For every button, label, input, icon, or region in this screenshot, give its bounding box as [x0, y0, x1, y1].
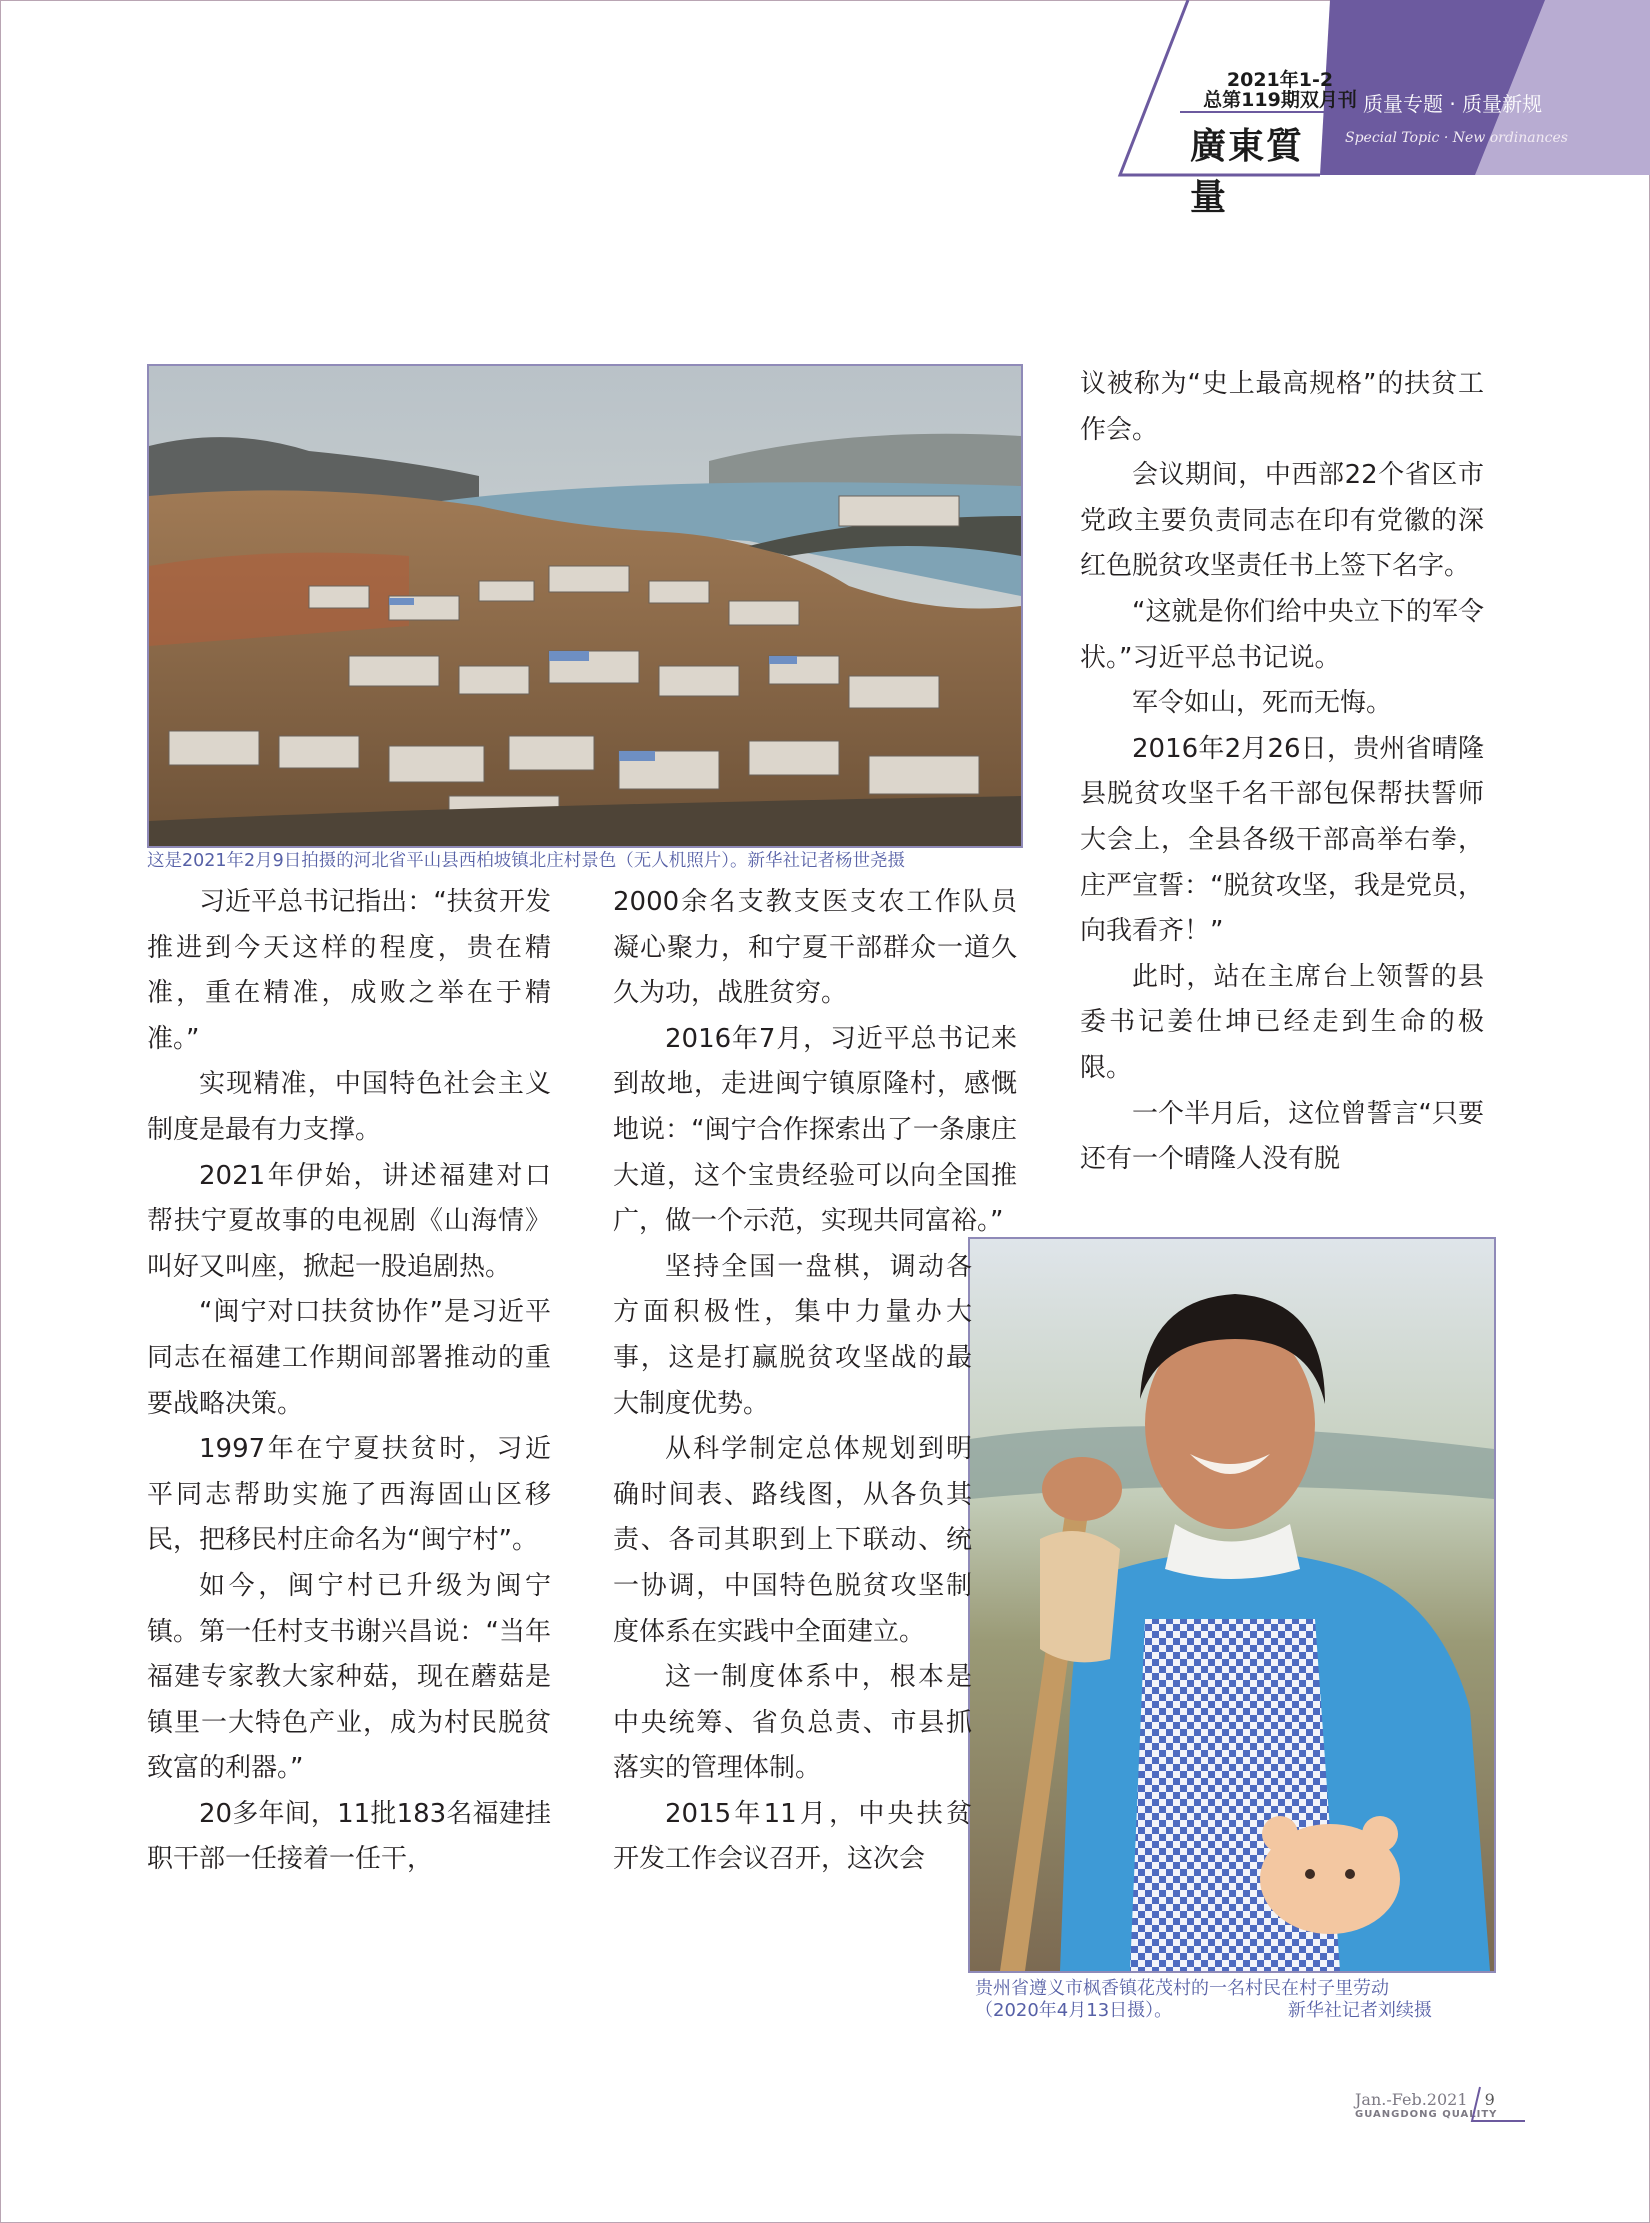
paragraph: 会议期间，中西部22个省区市党政主要负责同志在印有党徽的深红色脱贫攻坚责任书上签下名字。 — [1080, 460, 1484, 582]
magazine-logo: 廣東質量 — [1190, 125, 1305, 218]
issue-number: 总第119期双月刊 — [1203, 89, 1357, 111]
paragraph: 这一制度体系中，根本是中央统筹、省负总责、市县抓落实的管理体制。 — [613, 1662, 972, 1784]
issue-year: 2021年1-2 — [1226, 69, 1334, 91]
paragraph: 从科学制定总体规划到明确时间表、路线图，从各负其责、各司其职到上下联动、统一协调，中国特色脱贫攻坚制度体系在实践中全面建立。 — [613, 1434, 972, 1647]
section-topic: 质量专题 · 质量新规 — [1363, 92, 1543, 116]
paragraph: 如今，闽宁村已升级为闽宁镇。第一任村支书谢兴昌说：“当年福建专家教大家种菇，现在蘑菇是镇里一大特色产业，成为村民脱贫致富的利器。” — [147, 1570, 551, 1784]
issue-info — [1195, 70, 1365, 110]
page-number: 9 — [1484, 2090, 1495, 2109]
village-photo-caption: 这是2021年2月9日拍摄的河北省平山县西柏坡镇北庄村景色（无人机照片）。新华社记者杨世尧摄 — [147, 851, 906, 871]
footer-magazine-name: GUANGDONG QUALITY — [1355, 2109, 1498, 2120]
villager-photo-caption — [975, 1978, 1432, 2022]
section-topic-en: Special Topic · New ordinances — [1345, 130, 1568, 146]
villager-portrait-photo — [968, 1237, 1496, 1973]
paragraph: 20多年间，11批183名福建挂职干部一任接着一任干， — [147, 1798, 551, 1875]
paragraph: 2016年2月26日，贵州省晴隆县脱贫攻坚千名干部包保帮扶誓师大会上，全县各级干部高举右拳，庄严宣誓：“脱贫攻坚，我是党员，向我看齐！” — [1080, 733, 1484, 947]
paragraph: 习近平总书记指出：“扶贫开发推进到今天这样的程度，贵在精准，重在精准，成败之举在于精准。” — [147, 887, 551, 1054]
paragraph: 实现精准，中国特色社会主义制度是最有力支撑。 — [147, 1069, 551, 1145]
paragraph: “闽宁对口扶贫协作”是习近平同志在福建工作期间部署推动的重要战略决策。 — [147, 1297, 551, 1419]
villager-caption-credit: 新华社记者刘续摄 — [1287, 2000, 1432, 2021]
village-photo-illustration — [149, 366, 1021, 846]
footer-slash — [1470, 2085, 1530, 2125]
villager-caption-line2 — [975, 2000, 1432, 2022]
article-column-1 — [147, 880, 551, 1883]
paragraph: 2016年7月，习近平总书记来到故地，走进闽宁镇原隆村，感慨地说：“闽宁合作探索出了一条康庄大道，这个宝贵经验可以向全国推广，做一个示范，实现共同富裕。” — [613, 1023, 1017, 1237]
villager-caption-date: （2020年4月13日摄）。 — [975, 2000, 1173, 2021]
paragraph: 2021年伊始，讲述福建对口帮扶宁夏故事的电视剧《山海情》叫好又叫座，掀起一股追剧热。 — [147, 1160, 551, 1282]
paragraph: 2000余名支教支医支农工作队员凝心聚力，和宁夏干部群众一道久久为功，战胜贫穷。 — [613, 887, 1017, 1009]
villager-caption-line1: 贵州省遵义市枫香镇花茂村的一名村民在村子里劳动 — [975, 1978, 1389, 1999]
page-header — [0, 0, 1650, 218]
footer-date: Jan.-Feb.2021 — [1355, 2090, 1468, 2109]
article-column-3 — [1080, 362, 1484, 1183]
paragraph: 议被称为“史上最高规格”的扶贫工作会。 — [1080, 369, 1484, 445]
paragraph: 2015年11月，中央扶贫开发工作会议召开，这次会 — [613, 1798, 972, 1875]
village-aerial-photo — [147, 364, 1023, 848]
article-column-2 — [613, 880, 1017, 1883]
paragraph: “这就是你们给中央立下的军令状。”习近平总书记说。 — [1080, 596, 1484, 673]
paragraph: 此时，站在主席台上领誓的县委书记姜仕坤已经走到生命的极限。 — [1080, 961, 1484, 1083]
villager-photo-illustration — [970, 1239, 1494, 1971]
paragraph: 一个半月后，这位曾誓言“只要还有一个晴隆人没有脱 — [1080, 1098, 1484, 1175]
paragraph: 1997年在宁夏扶贫时，习近平同志帮助实施了西海固山区移民，把移民村庄命名为“闽宁村”。 — [147, 1434, 551, 1556]
paragraph: 坚持全国一盘棋，调动各方面积极性，集中力量办大事，这是打赢脱贫攻坚战的最大制度优势。 — [613, 1251, 972, 1419]
paragraph: 军令如山，死而无悔。 — [1132, 688, 1393, 719]
